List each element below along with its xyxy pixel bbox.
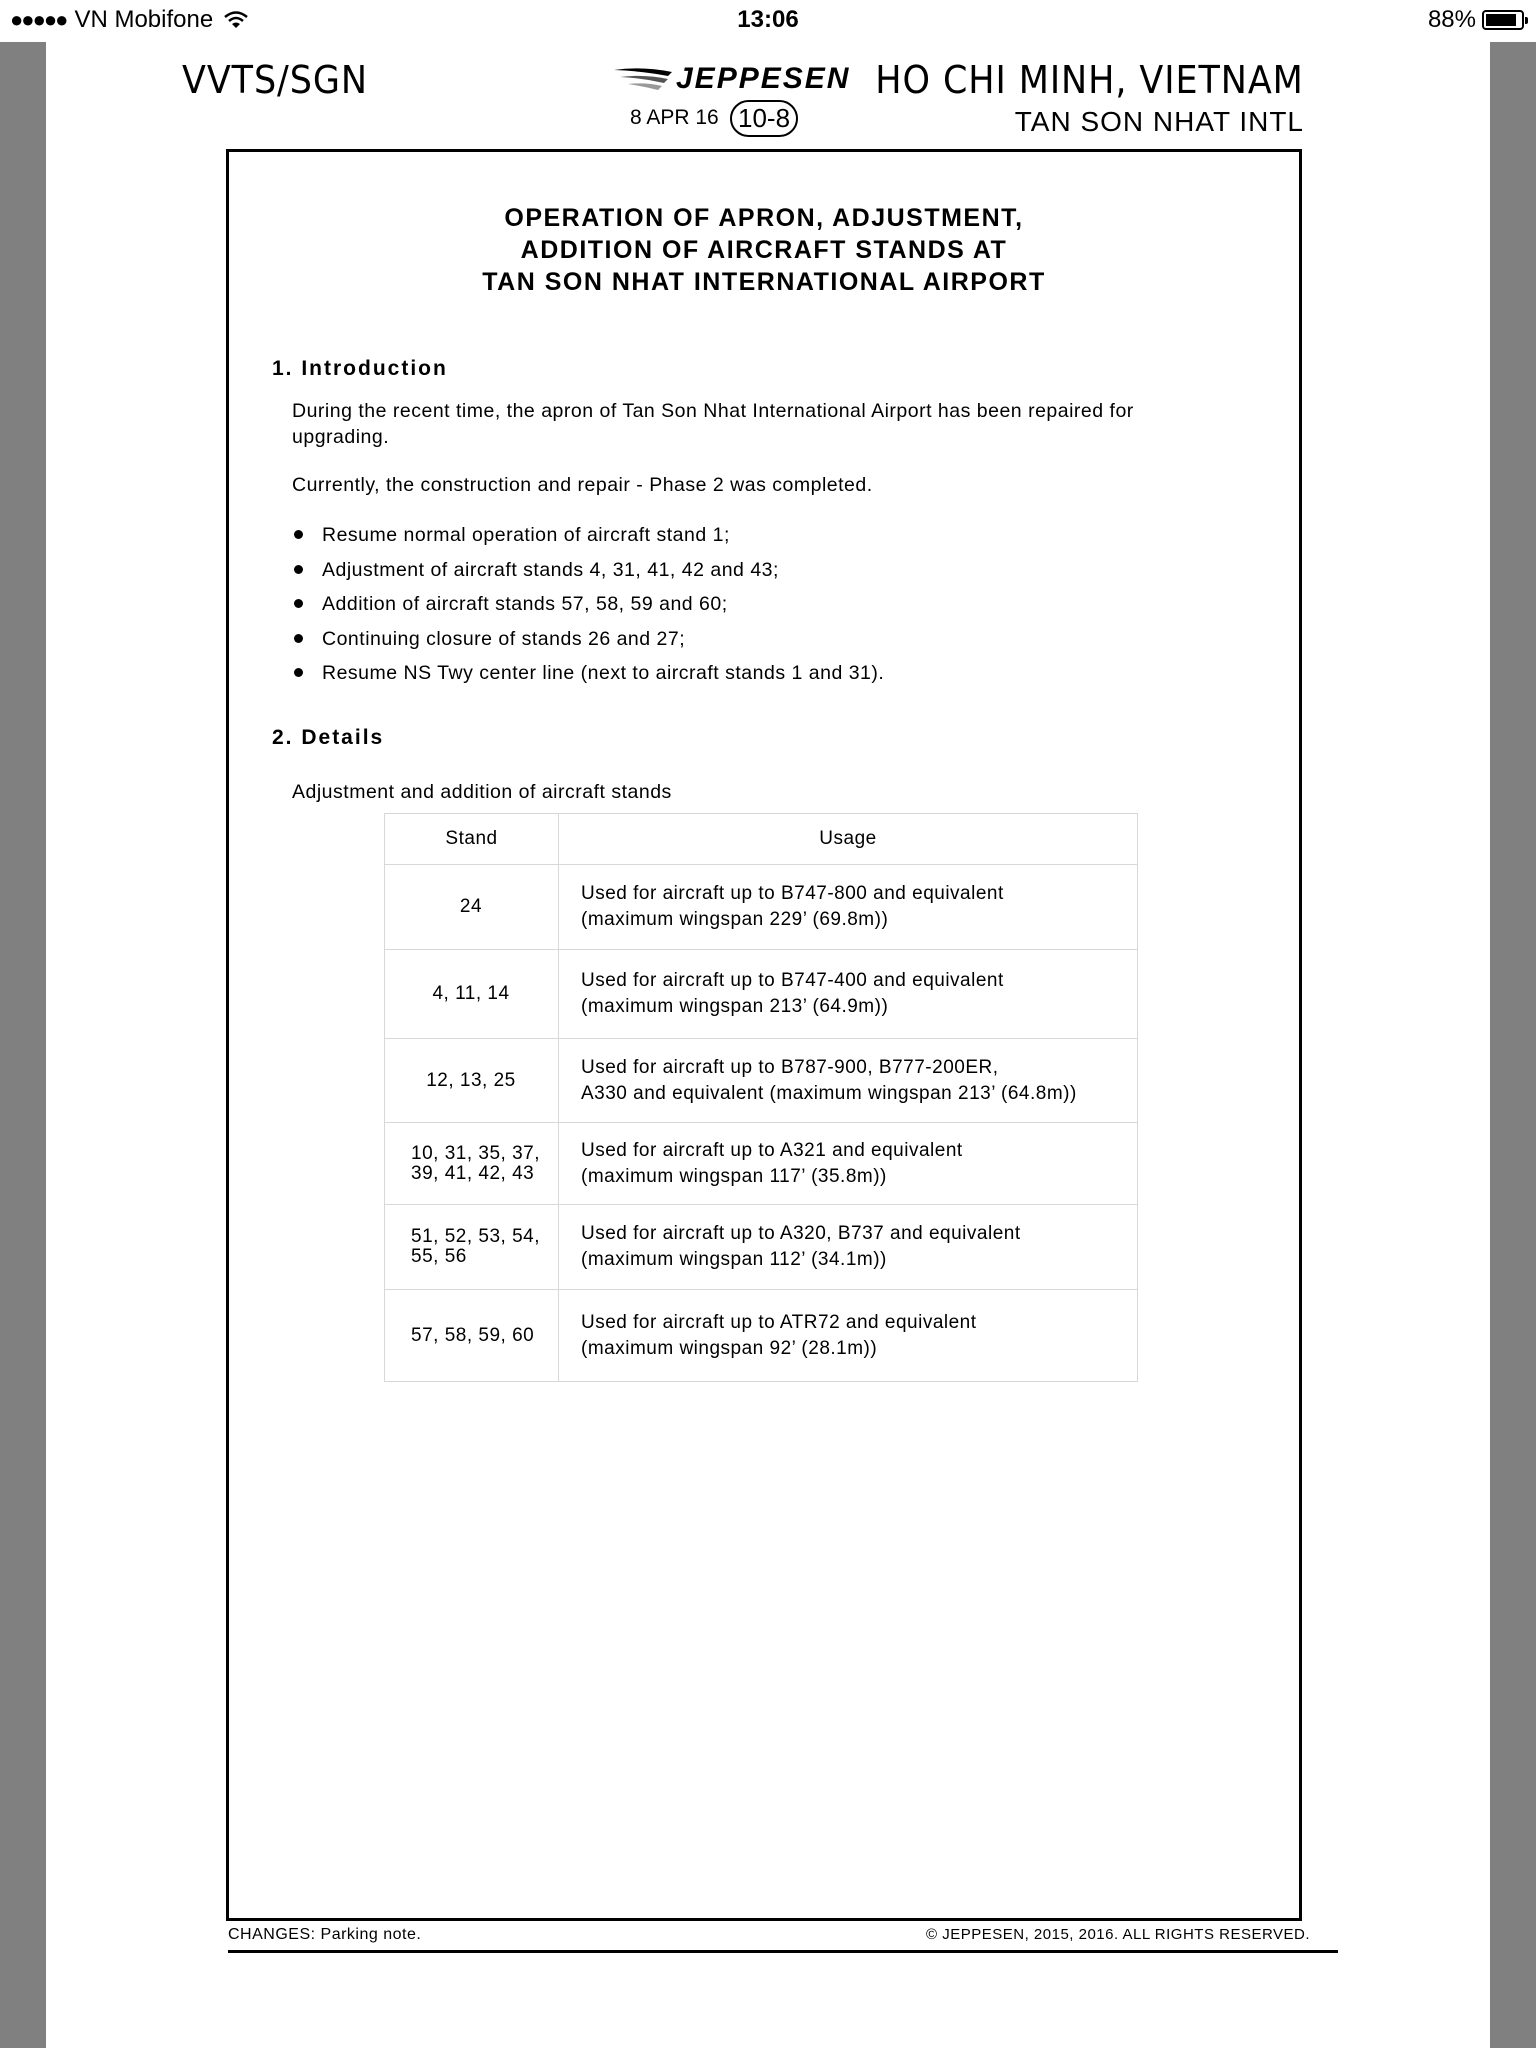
section-heading-introduction: 1. Introduction	[272, 357, 448, 380]
copyright-notice: © JEPPESEN, 2015, 2016. ALL RIGHTS RESERVED.	[926, 1926, 1311, 1943]
status-bar	[0, 0, 1536, 42]
table-header-row	[385, 814, 1138, 865]
list-item: Resume NS Twy center line (next to aircraft stands 1 and 31).	[292, 660, 884, 695]
document-title	[229, 202, 1299, 298]
airport-code: VVTS/SGN	[182, 58, 368, 102]
usage-line: Used for aircraft up to A320, B737 and equivalent	[581, 1223, 1021, 1244]
footer-rule	[228, 1950, 1338, 1953]
section-heading-details: 2. Details	[272, 726, 385, 749]
battery-percent: 88%	[1427, 6, 1476, 33]
table-row	[385, 950, 1138, 1039]
usage-line: (maximum wingspan 229’ (69.8m))	[581, 909, 889, 930]
logo-text: JEPPESEN	[676, 62, 851, 95]
stand-cell: 24	[385, 865, 559, 950]
table-row	[385, 865, 1138, 950]
usage-cell	[559, 1039, 1138, 1123]
right-margin	[1490, 0, 1536, 2048]
usage-line: (maximum wingspan 117’ (35.8m))	[581, 1165, 887, 1187]
list-item: Addition of aircraft stands 57, 58, 59 and 60;	[292, 591, 884, 626]
stands-table	[384, 813, 1138, 1382]
usage-line: Used for aircraft up to ATR72 and equivalent	[581, 1311, 977, 1333]
stand-cell: 4, 11, 14	[385, 950, 559, 1039]
table-row	[385, 1039, 1138, 1123]
left-margin	[0, 0, 46, 2048]
jeppesen-logo	[612, 62, 850, 96]
status-time: 13:06	[737, 6, 799, 33]
usage-cell	[559, 865, 1138, 950]
title-line: OPERATION OF APRON, ADJUSTMENT,	[504, 204, 1024, 232]
status-right	[1428, 6, 1524, 34]
usage-line: Used for aircraft up to B747-400 and equivalent	[581, 970, 1004, 991]
usage-line: (maximum wingspan 112’ (34.1m))	[581, 1249, 887, 1270]
column-header-usage: Usage	[559, 814, 1138, 865]
list-item: Resume normal operation of aircraft stand 1;	[292, 522, 884, 557]
usage-line: Used for aircraft up to A321 and equivalent	[581, 1139, 963, 1161]
battery-level	[1486, 14, 1516, 26]
stand-cell: 51, 52, 53, 54, 55, 56	[385, 1205, 559, 1290]
usage-line: Used for aircraft up to B747-800 and equivalent	[581, 883, 1004, 904]
signal-strength-icon: ●●●●●	[10, 7, 67, 32]
chart-frame	[226, 149, 1302, 1921]
list-item: Continuing closure of stands 26 and 27;	[292, 626, 884, 661]
usage-cell	[559, 950, 1138, 1039]
usage-cell	[559, 1290, 1138, 1382]
stand-cell: 57, 58, 59, 60	[385, 1290, 559, 1382]
usage-line: (maximum wingspan 213’ (64.9m))	[581, 996, 889, 1017]
title-line: TAN SON NHAT INTERNATIONAL AIRPORT	[482, 268, 1046, 296]
chart-number: 10-8	[730, 100, 798, 137]
battery-icon	[1482, 10, 1524, 30]
usage-cell	[559, 1123, 1138, 1205]
status-paragraph: Currently, the construction and repair - Phase 2 was completed.	[292, 474, 873, 496]
change-list	[292, 522, 884, 695]
usage-cell	[559, 1205, 1138, 1290]
chart-date: 8 APR 16	[630, 106, 719, 129]
usage-line: Used for aircraft up to B787-900, B777-200ER,	[581, 1056, 999, 1078]
stand-cell: 10, 31, 35, 37, 39, 41, 42, 43	[385, 1123, 559, 1205]
usage-line: (maximum wingspan 92’ (28.1m))	[581, 1337, 878, 1359]
usage-line: A330 and equivalent (maximum wingspan 213’ (64.8m))	[581, 1082, 1077, 1104]
stand-cell: 12, 13, 25	[385, 1039, 559, 1123]
airport-name: TAN SON NHAT INTL	[1014, 106, 1304, 137]
changes-note: CHANGES: Parking note.	[228, 1926, 422, 1943]
intro-paragraph: During the recent time, the apron of Tan Son Nhat International Airport has been repaired for upgrading.	[292, 400, 1134, 448]
carrier-name: VN Mobifone	[74, 6, 214, 33]
city-name: HO CHI MINH, VIETNAM	[875, 58, 1304, 102]
column-header-stand: Stand	[385, 814, 559, 865]
jeppesen-swoosh-icon	[612, 64, 674, 94]
table-row	[385, 1123, 1138, 1205]
details-intro: Adjustment and addition of aircraft stands	[292, 781, 672, 803]
list-item: Adjustment of aircraft stands 4, 31, 41, 42 and 43;	[292, 557, 884, 592]
table-row	[385, 1290, 1138, 1382]
table-row	[385, 1205, 1138, 1290]
title-line: ADDITION OF AIRCRAFT STANDS AT	[520, 236, 1008, 264]
